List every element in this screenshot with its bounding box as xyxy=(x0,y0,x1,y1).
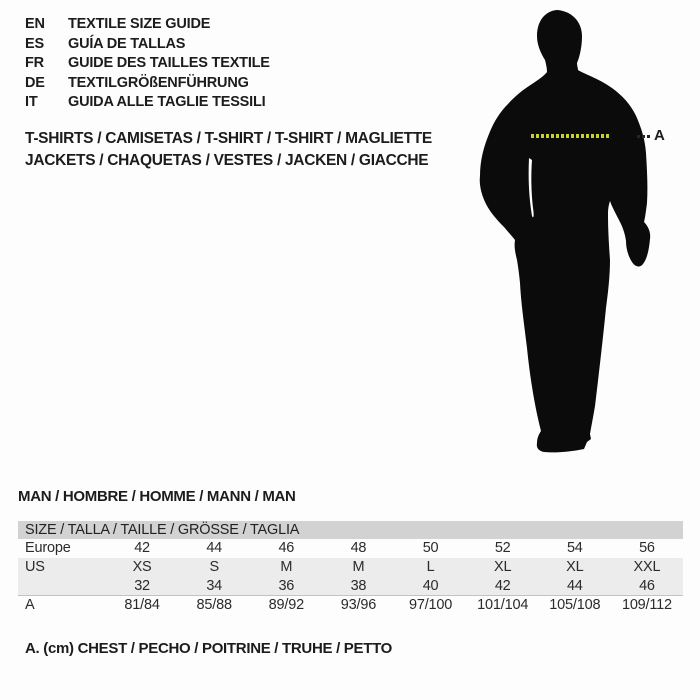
language-code: FR xyxy=(25,55,44,72)
cell: 89/92 xyxy=(268,597,304,613)
language-code: DE xyxy=(25,74,45,91)
cell: 40 xyxy=(422,578,439,594)
language-title: TEXTILGRÖßENFÜHRUNG xyxy=(68,74,249,91)
man-silhouette-icon xyxy=(460,8,680,468)
cell: XXL xyxy=(633,559,661,575)
category-jackets: JACKETS / CHAQUETAS / VESTES / JACKEN / GIACCHE xyxy=(25,151,429,169)
cell: 44 xyxy=(206,540,223,556)
cell: M xyxy=(280,559,293,575)
row-label xyxy=(18,577,106,595)
language-title: GUÍA DE TALLAS xyxy=(68,35,186,52)
language-code: IT xyxy=(25,94,38,111)
cell: L xyxy=(426,559,435,575)
cell: 38 xyxy=(350,578,367,594)
cell: M xyxy=(352,559,365,575)
language-title: GUIDE DES TAILLES TEXTILE xyxy=(68,55,270,72)
row-label: A xyxy=(25,597,35,613)
cell: XL xyxy=(494,559,512,575)
cell: 54 xyxy=(566,540,583,556)
section-title-man: MAN / HOMBRE / HOMME / MANN / MAN xyxy=(18,488,296,505)
man-silhouette-figure xyxy=(460,8,680,468)
cell: 109/112 xyxy=(621,597,672,613)
cell: 44 xyxy=(566,578,583,594)
cell: 42 xyxy=(494,578,511,594)
language-row xyxy=(25,54,270,74)
cell: XS xyxy=(132,559,152,575)
cell: XL xyxy=(566,559,584,575)
language-row xyxy=(25,74,270,94)
row-label: Europe xyxy=(25,540,71,556)
measure-label-a: A xyxy=(654,127,665,144)
cell: 34 xyxy=(206,578,223,594)
cell: 48 xyxy=(350,540,367,556)
language-code: EN xyxy=(25,16,45,32)
category-list xyxy=(25,128,432,171)
cell: 52 xyxy=(494,540,511,556)
table-row-us-numeric xyxy=(18,577,683,596)
language-list xyxy=(25,15,270,113)
cell: 56 xyxy=(639,540,655,556)
cell: 81/84 xyxy=(124,597,160,613)
cell: 46 xyxy=(278,540,295,556)
chest-measure-line-icon xyxy=(531,134,609,138)
language-code: ES xyxy=(25,35,44,52)
table-row-us xyxy=(18,558,683,577)
cell: 93/96 xyxy=(340,597,377,613)
cell: 42 xyxy=(134,540,150,556)
cell: 46 xyxy=(639,578,655,594)
cell: S xyxy=(209,559,219,575)
language-row xyxy=(25,35,270,55)
language-title: GUIDA ALLE TAGLIE TESSILI xyxy=(68,94,266,111)
cell: 101/104 xyxy=(477,597,529,613)
cell: 105/108 xyxy=(549,597,601,613)
category-tshirts: T-SHIRTS / CAMISETAS / T-SHIRT / T-SHIRT / MAGLIETTE xyxy=(25,130,432,147)
cell: 32 xyxy=(134,578,150,594)
cell: 97/100 xyxy=(408,597,453,613)
cell: 85/88 xyxy=(196,597,232,613)
size-table xyxy=(18,521,683,615)
measurement-footnote: A. (cm) CHEST / PECHO / POITRINE / TRUHE / PETTO xyxy=(25,640,393,657)
measure-connector-icon xyxy=(637,135,652,138)
cell: 36 xyxy=(278,578,295,594)
cell: 50 xyxy=(422,540,439,556)
table-row-chest-cm xyxy=(18,596,683,615)
table-row-europe xyxy=(18,539,683,558)
row-label: US xyxy=(25,559,45,575)
language-row xyxy=(25,15,270,35)
size-table-header: SIZE / TALLA / TAILLE / GRÖSSE / TAGLIA xyxy=(18,521,683,539)
language-title: TEXTILE SIZE GUIDE xyxy=(68,16,211,32)
language-row xyxy=(25,93,270,113)
